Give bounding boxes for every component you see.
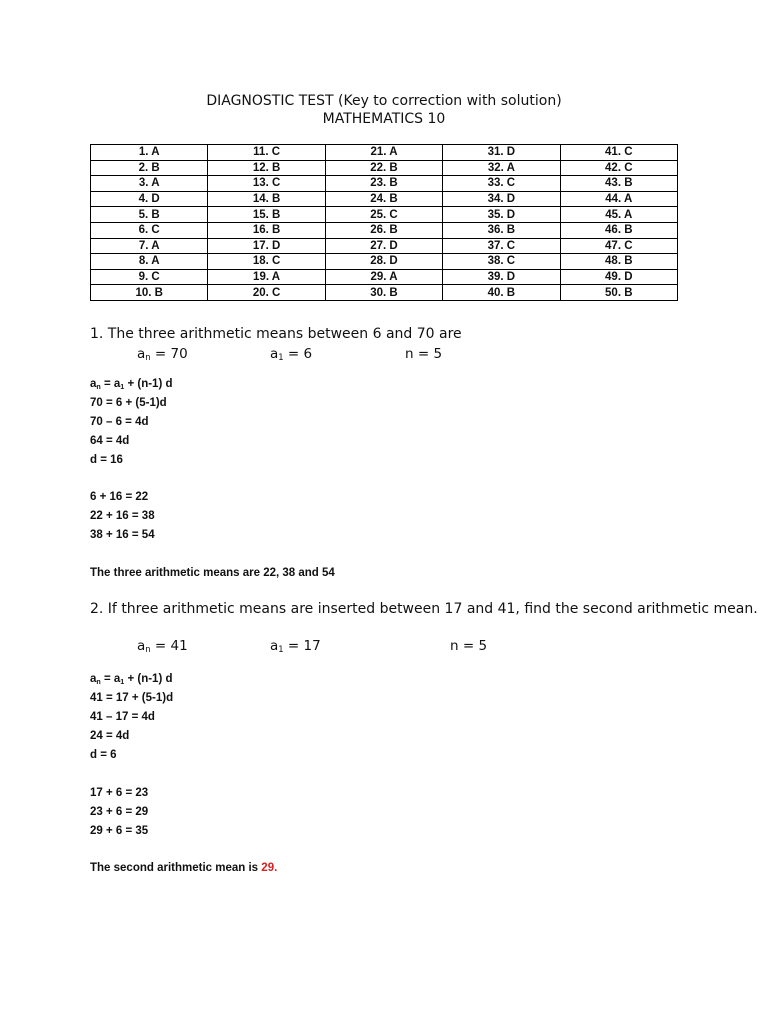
answer-key-cell: 4. D	[91, 191, 208, 207]
answer-key-row	[91, 160, 678, 176]
problem-2-conclusion-text: The second arithmetic mean is	[90, 862, 259, 874]
answer-key-table	[90, 144, 678, 301]
problem-2-mean: 23 + 6 = 29	[90, 806, 149, 818]
answer-key-cell: 35. D	[443, 207, 560, 223]
problem-2-step: 41 – 17 = 4d	[90, 711, 155, 723]
answer-key-cell: 15. B	[208, 207, 325, 223]
answer-key-row	[91, 254, 678, 270]
answer-key-cell: 44. A	[560, 191, 677, 207]
problem-2-mean: 17 + 6 = 23	[90, 787, 149, 799]
answer-key-cell: 11. C	[208, 145, 325, 161]
answer-key-cell: 36. B	[443, 222, 560, 238]
answer-key-cell: 34. D	[443, 191, 560, 207]
answer-key-cell: 38. C	[443, 254, 560, 270]
problem-1-formula-rest: + (n-1) d	[127, 378, 173, 390]
answer-key-cell: 12. B	[208, 160, 325, 176]
answer-key-cell: 39. D	[443, 269, 560, 285]
answer-key-row	[91, 269, 678, 285]
answer-key-cell: 31. D	[443, 145, 560, 161]
answer-key-cell: 49. D	[560, 269, 677, 285]
answer-key-row	[91, 222, 678, 238]
problem-2-step: d = 6	[90, 749, 117, 761]
answer-key-cell: 45. A	[560, 207, 677, 223]
answer-key-cell: 27. D	[325, 238, 442, 254]
problem-1-question: 1. The three arithmetic means between 6 and 70 are	[90, 326, 462, 342]
answer-key-cell: 17. D	[208, 238, 325, 254]
answer-key-cell: 43. B	[560, 176, 677, 192]
problem-2-formula-rest: + (n-1) d	[127, 673, 173, 685]
answer-key-row	[91, 176, 678, 192]
answer-key-cell: 28. D	[325, 254, 442, 270]
problem-1-step: 70 – 6 = 4d	[90, 416, 149, 428]
problem-1-mean: 38 + 16 = 54	[90, 529, 155, 541]
problem-2-mean: 29 + 6 = 35	[90, 825, 149, 837]
answer-key-cell: 29. A	[325, 269, 442, 285]
page-subtitle: MATHEMATICS 10	[322, 111, 446, 127]
problem-2-formula: $a_n = a_1 + (n-1)$ d	[90, 673, 173, 686]
answer-key-row	[91, 145, 678, 161]
answer-key-cell: 30. B	[325, 285, 442, 301]
answer-key-cell: 23. B	[325, 176, 442, 192]
page-title: DIAGNOSTIC TEST (Key to correction with solution)	[206, 93, 562, 109]
problem-1-conclusion: The three arithmetic means are 22, 38 and 54	[90, 567, 335, 579]
problem-2-conclusion	[90, 862, 277, 874]
problem-1-mean: 6 + 16 = 22	[90, 491, 149, 503]
answer-key-cell: 18. C	[208, 254, 325, 270]
problem-2-a1: $a_1 = 17$	[270, 638, 321, 655]
answer-key-cell: 6. C	[91, 222, 208, 238]
problem-1-an-value: = 70	[154, 346, 188, 362]
answer-key-cell: 1. A	[91, 145, 208, 161]
problem-2-step: 41 = 17 + (5-1)d	[90, 692, 174, 704]
problem-2-an: $a_n = 41$	[137, 638, 188, 655]
answer-key-cell: 33. C	[443, 176, 560, 192]
problem-1-formula: $a_n = a_1 + (n-1)$ d	[90, 378, 173, 391]
problem-2-a1-value: = 17	[287, 638, 321, 654]
answer-key-cell: 10. B	[91, 285, 208, 301]
answer-key-cell: 20. C	[208, 285, 325, 301]
answer-key-cell: 3. A	[91, 176, 208, 192]
answer-key-cell: 2. B	[91, 160, 208, 176]
answer-key-cell: 16. B	[208, 222, 325, 238]
answer-key-cell: 37. C	[443, 238, 560, 254]
problem-1-n: n = 5	[405, 346, 443, 362]
answer-key-cell: 14. B	[208, 191, 325, 207]
answer-key-cell: 24. B	[325, 191, 442, 207]
answer-key-cell: 32. A	[443, 160, 560, 176]
answer-key-cell: 5. B	[91, 207, 208, 223]
answer-key-cell: 41. C	[560, 145, 677, 161]
answer-key-row	[91, 191, 678, 207]
answer-key-cell: 19. A	[208, 269, 325, 285]
problem-2-an-value: = 41	[154, 638, 188, 654]
problem-2-answer: 29.	[261, 862, 278, 874]
answer-key-cell: 21. A	[325, 145, 442, 161]
answer-key-cell: 9. C	[91, 269, 208, 285]
answer-key-cell: 26. B	[325, 222, 442, 238]
answer-key-row	[91, 207, 678, 223]
answer-key-cell: 42. C	[560, 160, 677, 176]
answer-key-cell: 47. C	[560, 238, 677, 254]
answer-key-cell: 8. A	[91, 254, 208, 270]
problem-1-a1-value: = 6	[287, 346, 313, 362]
answer-key-cell: 40. B	[443, 285, 560, 301]
problem-1-step: 64 = 4d	[90, 435, 130, 447]
answer-key-cell: 22. B	[325, 160, 442, 176]
answer-key-cell: 50. B	[560, 285, 677, 301]
problem-1-an: $a_n = 70$	[137, 346, 188, 363]
problem-2-n: n = 5	[450, 638, 488, 654]
problem-1-mean: 22 + 16 = 38	[90, 510, 155, 522]
problem-2-step: 24 = 4d	[90, 730, 130, 742]
answer-key-row	[91, 238, 678, 254]
answer-key-cell: 7. A	[91, 238, 208, 254]
answer-key-row	[91, 285, 678, 301]
answer-key-cell: 48. B	[560, 254, 677, 270]
problem-1-step: d = 16	[90, 454, 123, 466]
problem-1-step: 70 = 6 + (5-1)d	[90, 397, 167, 409]
problem-2-question: 2. If three arithmetic means are inserted between 17 and 41, find the second arithmetic mean.	[90, 601, 758, 617]
problem-1-a1: $a_1 = 6$	[270, 346, 313, 363]
answer-key-cell: 25. C	[325, 207, 442, 223]
answer-key-cell: 46. B	[560, 222, 677, 238]
answer-key-cell: 13. C	[208, 176, 325, 192]
